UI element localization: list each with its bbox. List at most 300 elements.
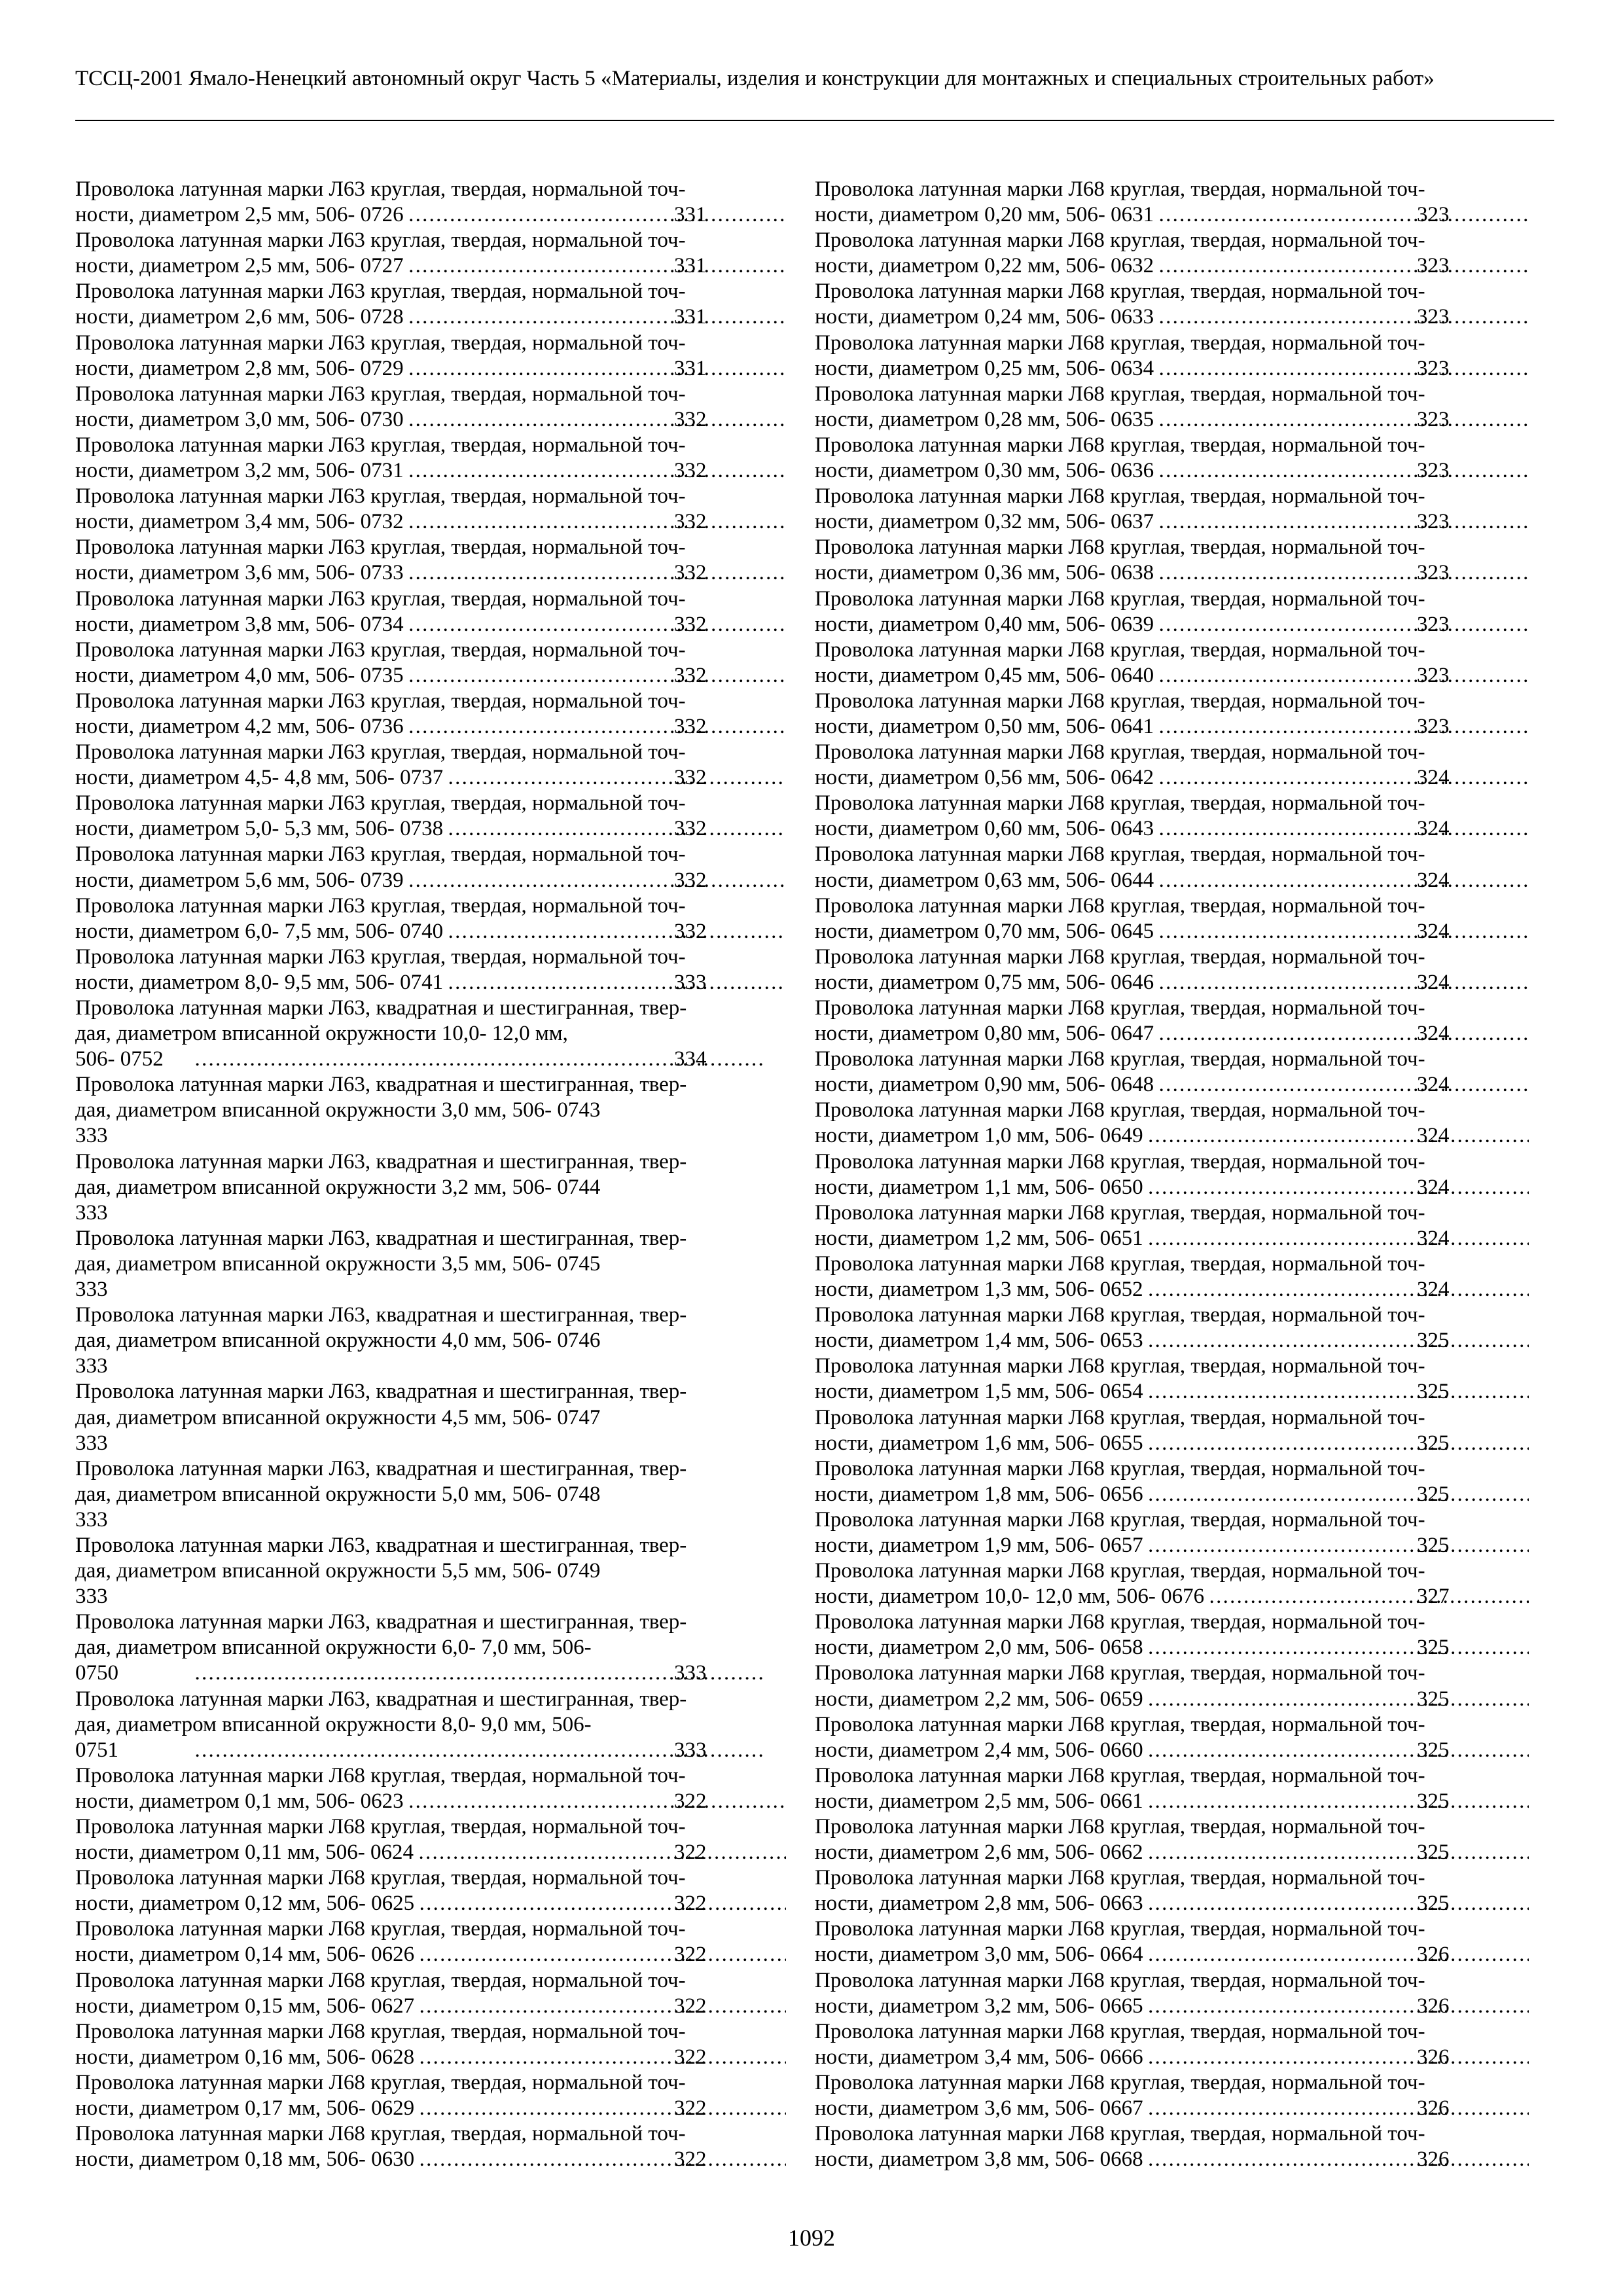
index-column-left — [75, 177, 789, 2172]
index-entry — [815, 1149, 1531, 1200]
dot-leader — [1156, 816, 1529, 842]
index-entry — [75, 1763, 789, 1814]
dot-leader — [1156, 612, 1529, 637]
index-entry-leader-line: ности, диаметром 0,70 мм, 506- 0645 . . . 324 — [929, 919, 1531, 944]
index-entry-detail: ности, диаметром 1,2 мм, 506- 0651 — [815, 1226, 1143, 1250]
index-entry-title: Проволока латунная марки Л63, квадратная и шестигранная, твер- — [75, 996, 687, 1020]
dot-leader — [1146, 1328, 1529, 1354]
index-entry-leader-line: ности, диаметром 0,1 мм, 506- 0623 . . . 322 — [190, 1789, 789, 1814]
index-entry-leader-line: ности, диаметром 2,0 мм, 506- 0658 . . . 325 — [929, 1635, 1531, 1660]
index-entry-title: Проволока латунная марки Л63, квадратная и шестигранная, твер- — [75, 1533, 687, 1557]
index-entry — [815, 1558, 1531, 1609]
index-entry — [75, 535, 789, 586]
index-entry-detail: ности, диаметром 0,28 мм, 506- 0635 — [815, 407, 1154, 431]
index-entry-detail: ности, диаметром 0,80 мм, 506- 0647 — [815, 1022, 1154, 1046]
index-entry-leader-line: ности, диаметром 0,56 мм, 506- 0642 . . . 324 — [929, 765, 1531, 791]
index-entry-detail: ности, диаметром 1,4 мм, 506- 0653 — [815, 1329, 1143, 1353]
index-entry-detail: ности, диаметром 2,2 мм, 506- 0659 — [815, 1687, 1143, 1711]
index-entry-leader-line: ности, диаметром 1,8 мм, 506- 0656 . . . 325 — [929, 1482, 1531, 1507]
index-entry — [815, 1968, 1531, 2019]
index-entry-detail: ности, диаметром 0,70 мм, 506- 0645 — [815, 919, 1154, 943]
index-entry-title: Проволока латунная марки Л68 круглая, твердая, нормальной точ- — [75, 2019, 686, 2043]
index-entry-detail: дая, диаметром вписанной окружности 4,0 мм, 506- 0746 — [75, 1329, 601, 1353]
index-entry-title: Проволока латунная марки Л68 круглая, твердая, нормальной точ- — [815, 2070, 1425, 2094]
index-entry — [815, 177, 1531, 228]
index-entry — [815, 1865, 1531, 1916]
index-entry-title: Проволока латунная марки Л63 круглая, твердая, нормальной точ- — [75, 893, 686, 918]
index-entry-title: Проволока латунная марки Л68 круглая, твердая, нормальной точ- — [75, 1917, 686, 1941]
index-entry-detail: 333 — [75, 1354, 108, 1378]
index-entry-title: Проволока латунная марки Л68 круглая, твердая, нормальной точ- — [815, 944, 1425, 969]
index-entry-leader-line: ности, диаметром 2,6 мм, 506- 0728 . . . 331 — [190, 304, 789, 330]
index-entry — [815, 2121, 1531, 2172]
index-entry-title: Проволока латунная марки Л63, квадратная и шестигранная, твер- — [75, 1687, 687, 1711]
index-entry-detail: ности, диаметром 0,40 мм, 506- 0639 — [815, 612, 1154, 636]
index-entry-title: Проволока латунная марки Л68 круглая, твердая, нормальной точ- — [815, 996, 1425, 1020]
index-entry-leader-line: 506- 0752 . . . 334 — [190, 1047, 789, 1072]
index-entry-leader-line: ности, диаметром 0,40 мм, 506- 0639 . . . 323 — [929, 612, 1531, 637]
index-entry-leader-line: ности, диаметром 1,0 мм, 506- 0649 . . . 324 — [929, 1123, 1531, 1149]
index-entry — [815, 1354, 1531, 1405]
index-entry — [75, 433, 789, 484]
index-entry-leader-line: ности, диаметром 2,8 мм, 506- 0663 . . . 325 — [929, 1891, 1531, 1916]
index-entry-title: Проволока латунная марки Л68 круглая, твердая, нормальной точ- — [815, 1098, 1425, 1122]
index-entry-leader-line: ности, диаметром 1,9 мм, 506- 0657 . . . 325 — [929, 1533, 1531, 1558]
dot-leader — [406, 1789, 786, 1814]
index-entry — [815, 1660, 1531, 1712]
index-entry-title: Проволока латунная марки Л68 круглая, твердая, нормальной точ- — [815, 177, 1425, 201]
index-entry-detail: ности, диаметром 0,36 мм, 506- 0638 — [815, 561, 1154, 585]
index-entry — [815, 1712, 1531, 1763]
dot-leader — [417, 2096, 786, 2121]
dot-leader — [417, 1994, 786, 2019]
index-entry — [75, 740, 789, 791]
dot-leader — [1156, 714, 1529, 740]
index-entry-detail: ности, диаметром 3,6 мм, 506- 0733 — [75, 561, 404, 585]
index-entry-detail: ности, диаметром 0,24 мм, 506- 0633 — [815, 305, 1154, 329]
index-entry-detail: ности, диаметром 5,6 мм, 506- 0739 — [75, 868, 404, 892]
index-entry — [815, 842, 1531, 893]
index-entry — [75, 1456, 789, 1533]
index-entry-leader-line: ности, диаметром 1,5 мм, 506- 0654 . . . 325 — [929, 1379, 1531, 1405]
index-entry — [75, 2070, 789, 2121]
dot-leader — [406, 356, 786, 382]
index-entry-title: Проволока латунная марки Л68 круглая, твердая, нормальной точ- — [815, 689, 1425, 713]
dot-leader — [406, 458, 786, 484]
index-entry-title: Проволока латунная марки Л68 круглая, твердая, нормальной точ- — [815, 1815, 1425, 1839]
index-entry-detail: дая, диаметром вписанной окружности 3,0 мм, 506- 0743 — [75, 1098, 601, 1122]
index-entry-detail: ности, диаметром 0,32 мм, 506- 0637 — [815, 510, 1154, 534]
index-entry-leader-line: ности, диаметром 0,17 мм, 506- 0629 . . . 322 — [190, 2096, 789, 2121]
index-entry-title: Проволока латунная марки Л68 круглая, твердая, нормальной точ- — [815, 1661, 1425, 1685]
index-entry — [75, 1149, 789, 1226]
index-entry-title: Проволока латунная марки Л68 круглая, твердая, нормальной точ- — [815, 535, 1425, 560]
index-entry — [815, 893, 1531, 944]
index-entry-title: Проволока латунная марки Л68 круглая, твердая, нормальной точ- — [75, 2070, 686, 2094]
index-entry — [75, 279, 789, 330]
index-entry-leader-line: ности, диаметром 3,6 мм, 506- 0667 . . . 326 — [929, 2096, 1531, 2121]
index-entry-leader-line: ности, диаметром 0,90 мм, 506- 0648 . . . 324 — [929, 1072, 1531, 1098]
index-entry-leader-line: ности, диаметром 0,45 мм, 506- 0640 . . . 323 — [929, 663, 1531, 689]
index-entry-leader-line: ности, диаметром 6,0- 7,5 мм, 506- 0740 . . . 332 — [190, 919, 789, 944]
dot-leader — [417, 1942, 786, 1967]
dot-leader — [406, 868, 786, 893]
index-entry-leader-line: ности, диаметром 2,6 мм, 506- 0662 . . . 325 — [929, 1840, 1531, 1865]
index-entry-detail: ности, диаметром 0,16 мм, 506- 0628 — [75, 2045, 415, 2069]
index-entry-detail: ности, диаметром 0,12 мм, 506- 0625 — [75, 1892, 415, 1916]
index-entry — [75, 1226, 789, 1302]
header-rule — [75, 120, 1554, 121]
index-entry-title: Проволока латунная марки Л68 круглая, твердая, нормальной точ- — [815, 1149, 1425, 1174]
index-entry-detail: ности, диаметром 1,3 мм, 506- 0652 — [815, 1278, 1143, 1302]
dot-leader — [406, 202, 786, 228]
dot-leader — [1207, 1584, 1529, 1609]
index-entry-leader-line: ности, диаметром 0,22 мм, 506- 0632 . . . 323 — [929, 253, 1531, 279]
index-entry — [75, 791, 789, 842]
index-entry-detail: 333 — [75, 1585, 108, 1609]
index-entry-title: Проволока латунная марки Л68 круглая, твердая, нормальной точ- — [75, 1815, 686, 1839]
index-entry-title: Проволока латунная марки Л63, квадратная и шестигранная, твер- — [75, 1149, 687, 1174]
index-entry-title: Проволока латунная марки Л68 круглая, твердая, нормальной точ- — [815, 1917, 1425, 1941]
index-entry-title: Проволока латунная марки Л68 круглая, твердая, нормальной точ- — [815, 1763, 1425, 1787]
index-entry-title: Проволока латунная марки Л68 круглая, твердая, нормальной точ- — [815, 1866, 1425, 1890]
index-entry-detail: ности, диаметром 2,4 мм, 506- 0660 — [815, 1738, 1143, 1762]
index-entry — [815, 228, 1531, 279]
index-entry-detail: ности, диаметром 3,0 мм, 506- 0664 — [815, 1943, 1143, 1967]
index-entry-detail: ности, диаметром 2,8 мм, 506- 0663 — [815, 1892, 1143, 1916]
index-entry-leader-line: ности, диаметром 1,2 мм, 506- 0651 . . . 324 — [929, 1226, 1531, 1251]
index-entry — [75, 637, 789, 689]
dot-leader — [446, 970, 786, 996]
index-entry-detail: дая, диаметром вписанной окружности 5,0 мм, 506- 0748 — [75, 1482, 601, 1506]
index-entry-detail: ности, диаметром 0,25 мм, 506- 0634 — [815, 356, 1154, 380]
index-entry-detail: дая, диаметром вписанной окружности 3,2 мм, 506- 0744 — [75, 1175, 601, 1199]
index-entry — [815, 1405, 1531, 1456]
index-entry-leader-line: ности, диаметром 1,1 мм, 506- 0650 . . . 324 — [929, 1175, 1531, 1200]
index-entry-leader-line: ности, диаметром 2,2 мм, 506- 0659 . . . 325 — [929, 1687, 1531, 1712]
index-entry-detail: ности, диаметром 2,5 мм, 506- 0661 — [815, 1789, 1143, 1813]
index-entry-leader-line: ности, диаметром 0,24 мм, 506- 0633 . . . 323 — [929, 304, 1531, 330]
dot-leader — [406, 253, 786, 279]
index-entry-detail: ности, диаметром 1,5 мм, 506- 0654 — [815, 1380, 1143, 1404]
dot-leader — [446, 816, 786, 842]
index-entry-detail: ности, диаметром 2,8 мм, 506- 0729 — [75, 356, 404, 380]
page-number: 1092 — [788, 2225, 835, 2251]
index-entry-leader-line: ности, диаметром 0,28 мм, 506- 0635 . . . 323 — [929, 407, 1531, 433]
index-entry-leader-line: ности, диаметром 0,20 мм, 506- 0631 . . . 323 — [929, 202, 1531, 228]
index-entry — [815, 689, 1531, 740]
index-entry — [815, 1251, 1531, 1302]
index-entry-detail: ности, диаметром 4,5- 4,8 мм, 506- 0737 — [75, 766, 444, 790]
index-entry-leader-line: ности, диаметром 0,32 мм, 506- 0637 . . . 323 — [929, 509, 1531, 535]
index-entry — [75, 1814, 789, 1865]
index-entry — [815, 586, 1531, 637]
index-entry-leader-line: ности, диаметром 0,15 мм, 506- 0627 . . . 322 — [190, 1994, 789, 2019]
index-entry-detail: ности, диаметром 0,22 мм, 506- 0632 — [815, 254, 1154, 278]
dot-leader — [416, 1840, 786, 1865]
index-entry-title: Проволока латунная марки Л68 круглая, твердая, нормальной точ- — [815, 740, 1425, 764]
index-entry-title: Проволока латунная марки Л68 круглая, твердая, нормальной точ- — [75, 1968, 686, 1992]
index-entry-detail: ности, диаметром 0,15 мм, 506- 0627 — [75, 1994, 415, 2018]
index-entry-title: Проволока латунная марки Л63, квадратная и шестигранная, твер- — [75, 1456, 687, 1480]
index-entry-title: Проволока латунная марки Л63 круглая, твердая, нормальной точ- — [75, 637, 686, 662]
index-entry — [75, 996, 789, 1072]
index-entry — [75, 1609, 789, 1686]
index-entry-detail: ности, диаметром 5,0- 5,3 мм, 506- 0738 — [75, 817, 444, 841]
dot-leader — [1156, 253, 1529, 279]
dot-leader — [1146, 1226, 1529, 1251]
index-entry-title: Проволока латунная марки Л63 круглая, твердая, нормальной точ- — [75, 433, 686, 457]
index-entry-detail: ности, диаметром 1,6 мм, 506- 0655 — [815, 1431, 1143, 1455]
dot-leader — [1156, 560, 1529, 586]
index-entry-leader-line: ности, диаметром 2,5 мм, 506- 0661 . . . 325 — [929, 1789, 1531, 1814]
dot-leader — [1156, 919, 1529, 944]
index-entry-leader-line: ности, диаметром 8,0- 9,5 мм, 506- 0741 . . . 333 — [190, 970, 789, 996]
dot-leader — [1146, 1533, 1529, 1558]
index-entry — [815, 1098, 1531, 1149]
index-entry-leader-line: ности, диаметром 0,18 мм, 506- 0630 . . . 322 — [190, 2147, 789, 2172]
index-entry-detail: ности, диаметром 0,90 мм, 506- 0648 — [815, 1073, 1154, 1097]
index-entry-leader-line: ности, диаметром 0,75 мм, 506- 0646 . . . 324 — [929, 970, 1531, 996]
dot-leader — [1146, 1379, 1529, 1405]
dot-leader — [406, 407, 786, 433]
index-entry — [815, 279, 1531, 330]
index-entry-leader-line: ности, диаметром 3,0 мм, 506- 0664 . . . 326 — [929, 1942, 1531, 1967]
index-entry-title: Проволока латунная марки Л68 круглая, твердая, нормальной точ- — [815, 893, 1425, 918]
index-entry-title: Проволока латунная марки Л63 круглая, твердая, нормальной точ- — [75, 535, 686, 560]
index-entry-detail: ности, диаметром 0,11 мм, 506- 0624 — [75, 1840, 414, 1865]
index-entry — [75, 1302, 789, 1379]
dot-leader — [1146, 1994, 1529, 2019]
index-entry-title: Проволока латунная марки Л68 круглая, твердая, нормальной точ- — [815, 2019, 1425, 2043]
index-entry-detail: дая, диаметром вписанной окружности 6,0- 7,0 мм, 506- — [75, 1636, 592, 1660]
dot-leader — [1156, 1072, 1529, 1098]
index-entry-title: Проволока латунная марки Л63 круглая, твердая, нормальной точ- — [75, 791, 686, 816]
dot-leader — [1156, 970, 1529, 996]
index-entry-title: Проволока латунная марки Л68 круглая, твердая, нормальной точ- — [815, 637, 1425, 662]
index-entry-leader-line: ности, диаметром 3,2 мм, 506- 0731 . . . 332 — [190, 458, 789, 484]
index-entry-detail: ности, диаметром 0,50 мм, 506- 0641 — [815, 714, 1154, 738]
index-entry-title: Проволока латунная марки Л68 круглая, твердая, нормальной точ- — [815, 1405, 1425, 1429]
index-entry-detail: ности, диаметром 8,0- 9,5 мм, 506- 0741 — [75, 970, 444, 994]
index-entry — [815, 1609, 1531, 1660]
index-entry-title: Проволока латунная марки Л68 круглая, твердая, нормальной точ- — [815, 1712, 1425, 1736]
index-entry — [75, 2019, 789, 2070]
index-entry — [75, 382, 789, 433]
dot-leader — [1156, 458, 1529, 484]
index-entry-detail: ности, диаметром 3,4 мм, 506- 0666 — [815, 2045, 1143, 2069]
index-entry-detail: дая, диаметром вписанной окружности 5,5 мм, 506- 0749 — [75, 1559, 601, 1583]
index-entry-detail: ности, диаметром 2,6 мм, 506- 0728 — [75, 305, 404, 329]
dot-leader — [1146, 1431, 1529, 1456]
index-entry — [75, 586, 789, 637]
index-entry-title: Проволока латунная марки Л68 круглая, твердая, нормальной точ- — [815, 1456, 1425, 1480]
index-entry-detail: ности, диаметром 10,0- 12,0 мм, 506- 0676 — [815, 1585, 1205, 1609]
index-entry-detail: ности, диаметром 0,45 мм, 506- 0640 — [815, 663, 1154, 687]
dot-leader — [1146, 1482, 1529, 1507]
dot-leader — [1156, 304, 1529, 330]
index-entry-detail: ности, диаметром 2,5 мм, 506- 0726 — [75, 203, 404, 227]
index-entry — [815, 331, 1531, 382]
dot-leader — [1156, 868, 1529, 893]
index-entry-leader-line: ности, диаметром 0,11 мм, 506- 0624 . . . 322 — [190, 1840, 789, 1865]
index-entry-title: Проволока латунная марки Л68 круглая, твердая, нормальной точ- — [815, 586, 1425, 611]
index-entry — [815, 1916, 1531, 1967]
index-entry-detail: ности, диаметром 0,20 мм, 506- 0631 — [815, 203, 1154, 227]
index-entry-leader-line: ности, диаметром 4,0 мм, 506- 0735 . . . 332 — [190, 663, 789, 689]
index-entry-title: Проволока латунная марки Л63 круглая, твердая, нормальной точ- — [75, 689, 686, 713]
index-entry-leader-line: ности, диаметром 5,0- 5,3 мм, 506- 0738 . . . 332 — [190, 816, 789, 842]
index-entry-leader-line: ности, диаметром 0,14 мм, 506- 0626 . . . 322 — [190, 1942, 789, 1967]
index-entry-leader-line: ности, диаметром 0,16 мм, 506- 0628 . . . 322 — [190, 2045, 789, 2070]
index-entry-title: Проволока латунная марки Л63 круглая, твердая, нормальной точ- — [75, 177, 686, 201]
index-entry-title: Проволока латунная марки Л68 круглая, твердая, нормальной точ- — [815, 1354, 1425, 1378]
dot-leader — [446, 765, 786, 791]
index-entry-title: Проволока латунная марки Л68 круглая, твердая, нормальной точ- — [815, 228, 1425, 253]
index-entry — [75, 1072, 789, 1149]
index-entry-leader-line: ности, диаметром 0,60 мм, 506- 0643 . . . 324 — [929, 816, 1531, 842]
index-entry-leader-line: ности, диаметром 3,8 мм, 506- 0668 . . . 326 — [929, 2147, 1531, 2172]
dot-leader — [1156, 1021, 1529, 1047]
dot-leader — [1156, 765, 1529, 791]
index-entry — [75, 2121, 789, 2172]
index-entry-title: Проволока латунная марки Л68 круглая, твердая, нормальной точ- — [815, 1507, 1425, 1532]
index-entry-title: Проволока латунная марки Л63 круглая, твердая, нормальной точ- — [75, 279, 686, 304]
index-entry-title: Проволока латунная марки Л68 круглая, твердая, нормальной точ- — [815, 1559, 1425, 1583]
index-entry-title: Проволока латунная марки Л68 круглая, твердая, нормальной точ- — [815, 1968, 1425, 1992]
index-entry-title: Проволока латунная марки Л68 круглая, твердая, нормальной точ- — [815, 382, 1425, 406]
index-entry-detail: 333 — [75, 1431, 108, 1455]
index-entry-leader-line: ности, диаметром 3,4 мм, 506- 0732 . . . 332 — [190, 509, 789, 535]
index-entry — [75, 177, 789, 228]
index-entry-leader-line: ности, диаметром 0,25 мм, 506- 0634 . . . 323 — [929, 356, 1531, 382]
index-entry-detail: ности, диаметром 0,56 мм, 506- 0642 — [815, 766, 1154, 790]
index-entry-title: Проволока латунная марки Л68 круглая, твердая, нормальной точ- — [75, 2122, 686, 2146]
index-entry-title: Проволока латунная марки Л63 круглая, твердая, нормальной точ- — [75, 484, 686, 509]
index-entry-detail: ности, диаметром 0,30 мм, 506- 0636 — [815, 459, 1154, 483]
dot-leader — [1146, 1738, 1529, 1763]
index-entry-leader-line: ности, диаметром 0,80 мм, 506- 0647 . . . 324 — [929, 1021, 1531, 1047]
dot-leader — [1156, 407, 1529, 433]
index-entry-detail: ности, диаметром 3,4 мм, 506- 0732 — [75, 510, 404, 534]
index-entry — [815, 2019, 1531, 2070]
index-entry-leader-line: ности, диаметром 5,6 мм, 506- 0739 . . . 332 — [190, 868, 789, 893]
dot-leader — [417, 2045, 786, 2070]
index-entry — [815, 740, 1531, 791]
index-entry — [815, 2070, 1531, 2121]
index-entry-leader-line: ности, диаметром 0,30 мм, 506- 0636 . . . 323 — [929, 458, 1531, 484]
index-entry-title: Проволока латунная марки Л63, квадратная и шестигранная, твер- — [75, 1610, 687, 1634]
index-entry-detail: 333 — [75, 1200, 108, 1225]
dot-leader — [406, 560, 786, 586]
index-entry-leader-line: ности, диаметром 3,6 мм, 506- 0733 . . . 332 — [190, 560, 789, 586]
dot-leader — [1156, 509, 1529, 535]
dot-leader — [446, 919, 786, 944]
index-entry-detail: ности, диаметром 1,1 мм, 506- 0650 — [815, 1175, 1143, 1199]
index-entry-leader-line: ности, диаметром 0,63 мм, 506- 0644 . . . 324 — [929, 868, 1531, 893]
index-entry-title: Проволока латунная марки Л63 круглая, твердая, нормальной точ- — [75, 382, 686, 406]
index-entry-leader-line: ности, диаметром 4,5- 4,8 мм, 506- 0737 . . . 332 — [190, 765, 789, 791]
index-entry-detail: дая, диаметром вписанной окружности 8,0- 9,0 мм, 506- — [75, 1712, 592, 1736]
index-entry-detail: ности, диаметром 0,60 мм, 506- 0643 — [815, 817, 1154, 841]
index-entry — [75, 1968, 789, 2019]
index-entry-title: Проволока латунная марки Л63, квадратная и шестигранная, твер- — [75, 1303, 687, 1327]
index-entry-title: Проволока латунная марки Л68 круглая, твердая, нормальной точ- — [815, 1047, 1425, 1071]
index-entry-leader-line: ности, диаметром 4,2 мм, 506- 0736 . . . 332 — [190, 714, 789, 740]
index-entry — [815, 535, 1531, 586]
index-entry-detail: ности, диаметром 3,0 мм, 506- 0730 — [75, 407, 404, 431]
index-entry-title: Проволока латунная марки Л68 круглая, твердая, нормальной точ- — [815, 1303, 1425, 1327]
index-entry-detail: ности, диаметром 1,8 мм, 506- 0656 — [815, 1482, 1143, 1506]
index-entry-title: Проволока латунная марки Л68 круглая, твердая, нормальной точ- — [815, 842, 1425, 867]
index-entry — [815, 1302, 1531, 1354]
index-entry-detail: ности, диаметром 0,1 мм, 506- 0623 — [75, 1789, 404, 1813]
dot-leader — [406, 612, 786, 637]
index-entry-title: Проволока латунная марки Л68 круглая, твердая, нормальной точ- — [815, 1200, 1425, 1225]
index-column-right — [815, 177, 1531, 2172]
index-entry — [75, 1533, 789, 1609]
index-entry-title: Проволока латунная марки Л68 круглая, твердая, нормальной точ- — [815, 279, 1425, 304]
index-entry-detail: ности, диаметром 0,14 мм, 506- 0626 — [75, 1943, 415, 1967]
index-entry-detail: ности, диаметром 0,18 мм, 506- 0630 — [75, 2147, 415, 2172]
index-entry-detail: дая, диаметром вписанной окружности 3,5 мм, 506- 0745 — [75, 1251, 601, 1276]
index-entry — [75, 1379, 789, 1456]
index-entry — [815, 1456, 1531, 1507]
dot-leader — [1146, 1175, 1529, 1200]
dot-leader — [417, 1891, 786, 1916]
index-entry-leader-line: 0750 . . . 333 — [190, 1660, 789, 1686]
index-entry-title: Проволока латунная марки Л68 круглая, твердая, нормальной точ- — [815, 791, 1425, 816]
index-entry-title: Проволока латунная марки Л68 круглая, твердая, нормальной точ- — [815, 1610, 1425, 1634]
dot-leader — [1146, 1277, 1529, 1302]
index-entry — [75, 331, 789, 382]
index-entry-detail: ности, диаметром 1,9 мм, 506- 0657 — [815, 1533, 1143, 1557]
index-entry-leader-line: 0751 . . . 333 — [190, 1738, 789, 1763]
index-entry — [815, 791, 1531, 842]
dot-leader — [406, 714, 786, 740]
index-entry-title: Проволока латунная марки Л63 круглая, твердая, нормальной точ- — [75, 842, 686, 867]
index-entry — [75, 1865, 789, 1916]
dot-leader — [1146, 1123, 1529, 1149]
index-entry — [75, 842, 789, 893]
index-entry-leader-line: ности, диаметром 3,2 мм, 506- 0665 . . . 326 — [929, 1994, 1531, 2019]
index-entry — [815, 1047, 1531, 1098]
index-entry-detail: ности, диаметром 2,6 мм, 506- 0662 — [815, 1840, 1143, 1865]
dot-leader — [406, 509, 786, 535]
dot-leader — [1156, 202, 1529, 228]
index-entry — [815, 996, 1531, 1047]
index-entry — [815, 1814, 1531, 1865]
index-entry-title: Проволока латунная марки Л63 круглая, твердая, нормальной точ- — [75, 740, 686, 764]
running-header: ТССЦ-2001 Ямало-Ненецкий автономный округ Часть 5 «Материалы, изделия и конструкции для монтажных и специальных строительных работ» — [75, 67, 1435, 90]
index-entry — [75, 689, 789, 740]
index-entry — [815, 433, 1531, 484]
index-entry-leader-line: ности, диаметром 0,50 мм, 506- 0641 . . . 323 — [929, 714, 1531, 740]
index-entry-detail: ности, диаметром 3,2 мм, 506- 0665 — [815, 1994, 1143, 2018]
index-entry-title: Проволока латунная марки Л63 круглая, твердая, нормальной точ- — [75, 331, 686, 355]
index-entry-leader-line: ности, диаметром 1,3 мм, 506- 0652 . . . 324 — [929, 1277, 1531, 1302]
index-entry-detail: ности, диаметром 3,6 мм, 506- 0667 — [815, 2096, 1143, 2121]
index-entry-title: Проволока латунная марки Л68 круглая, твердая, нормальной точ- — [815, 2122, 1425, 2146]
index-entry — [815, 484, 1531, 535]
index-entry-title: Проволока латунная марки Л63 круглая, твердая, нормальной точ- — [75, 586, 686, 611]
dot-leader — [1146, 2045, 1529, 2070]
index-entry-title: Проволока латунная марки Л63 круглая, твердая, нормальной точ- — [75, 228, 686, 253]
index-entry-leader-line: ности, диаметром 0,12 мм, 506- 0625 . . . 322 — [190, 1891, 789, 1916]
index-entry-leader-line: ности, диаметром 3,4 мм, 506- 0666 . . . 326 — [929, 2045, 1531, 2070]
dot-leader — [406, 304, 786, 330]
dot-leader — [417, 2147, 786, 2172]
